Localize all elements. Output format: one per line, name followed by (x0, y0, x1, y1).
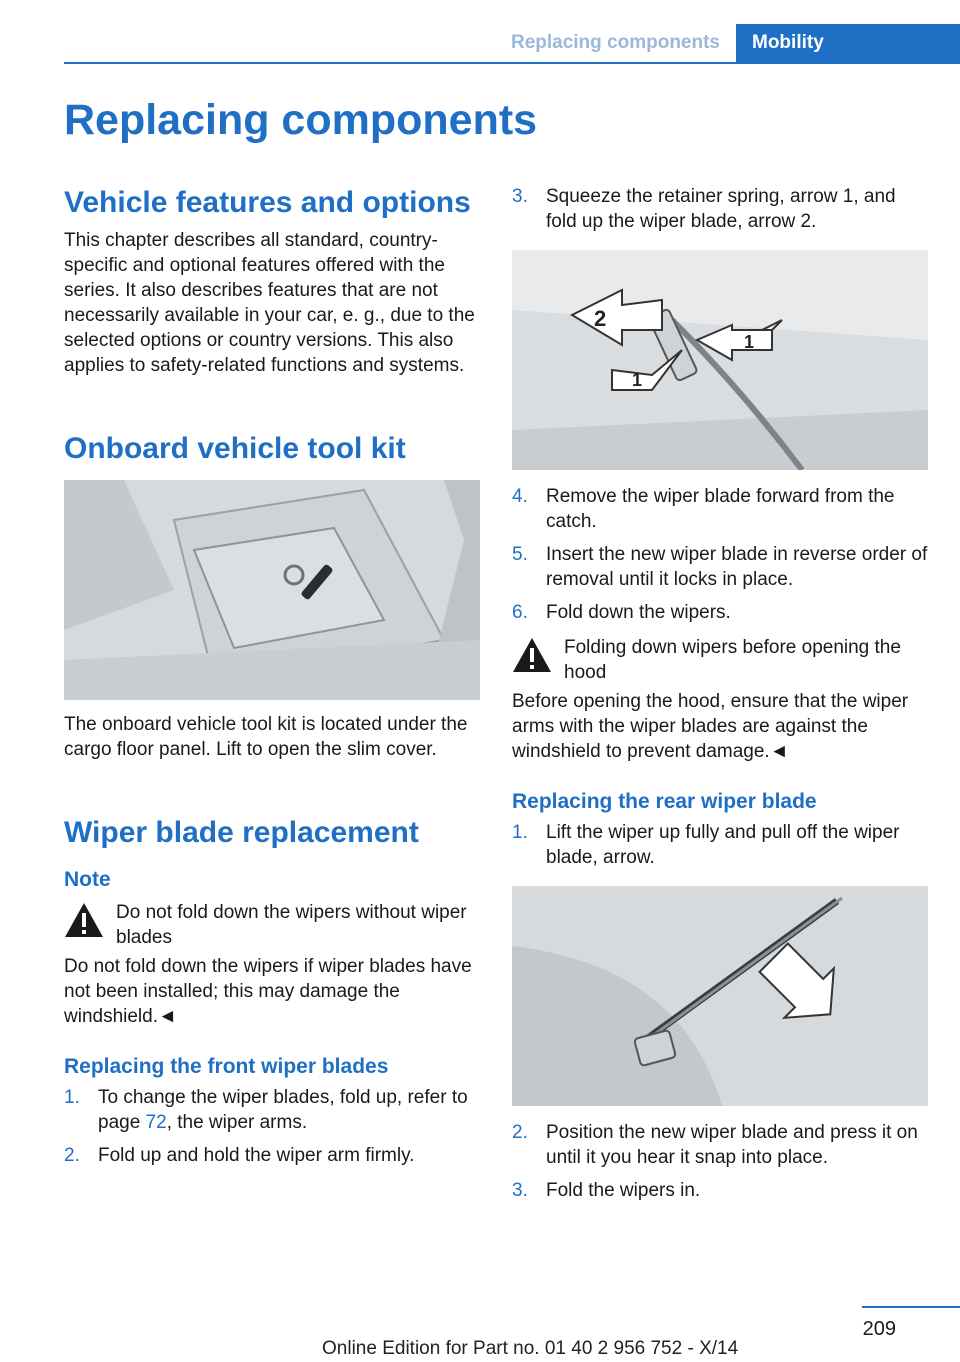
warning-icon (64, 902, 104, 938)
list-item (512, 1178, 928, 1203)
list-item (512, 1120, 928, 1170)
warning-box (64, 900, 480, 950)
warning-icon (512, 637, 552, 673)
rear-wiper-illustration (512, 886, 928, 1106)
features-text: This chapter describes all standard, country-specific and optional features offered with the series. It also describes features that are not necessarily available in your car, e. g., due to the selected options or country versions. This also applies to safety-related functions and systems. (64, 230, 475, 376)
step-number: 4. (512, 486, 528, 507)
rear-wiper-image (512, 886, 928, 1106)
step-text: Lift the wiper up fully and pull off the wiper blade, arrow. (546, 822, 900, 868)
list-item (512, 184, 928, 234)
list-item (512, 820, 928, 870)
step-number: 5. (512, 544, 528, 565)
step-number: 3. (512, 186, 528, 207)
wiper-front-image (512, 250, 928, 470)
rear-wiper-heading: Replacing the rear wiper blade (512, 790, 817, 813)
front-steps (64, 1085, 480, 1168)
list-item (64, 1085, 480, 1135)
edition-footer: Online Edition for Part no. 01 40 2 956 752 - X/14 (322, 1338, 739, 1359)
page-number: 209 (862, 1318, 896, 1340)
rear-steps (512, 820, 928, 870)
step-text: Position the new wiper blade and press it on until it you hear it snap into place. (546, 1122, 918, 1168)
front-steps-continued (512, 184, 928, 234)
page-link[interactable]: 72 (145, 1112, 167, 1133)
footer-rule (862, 1306, 960, 1308)
right-column (512, 184, 928, 1203)
warning-text: Before opening the hood, ensure that the wiper arms with the wiper blades are against the windshield to prevent damage.◄ (512, 691, 909, 762)
front-wiper-heading: Replacing the front wiper blades (64, 1055, 389, 1078)
step-number: 6. (512, 602, 528, 623)
step-text: Fold up and hold the wiper arm firmly. (98, 1145, 415, 1166)
list-item (512, 542, 928, 592)
front-wiper-illustration (512, 250, 928, 470)
step-text: Insert the new wiper blade in reverse order of removal until it locks in place. (546, 544, 928, 590)
step-text: Squeeze the retainer spring, arrow 1, and fold up the wiper blade, arrow 2. (546, 186, 896, 232)
warning-title: Folding down wipers before opening the hood (564, 637, 901, 683)
left-column (64, 184, 480, 1168)
arrow-label-1a: 1 (744, 332, 755, 352)
front-steps-continued-2 (512, 484, 928, 625)
step-text: Fold the wipers in. (546, 1180, 701, 1201)
step-text: Remove the wiper blade forward from the catch. (546, 486, 895, 532)
step-number: 2. (512, 1122, 528, 1143)
rear-steps-continued (512, 1120, 928, 1203)
warning-box (512, 635, 928, 685)
list-item (512, 600, 928, 625)
arrow-label-1b: 1 (632, 370, 643, 390)
step-text: To change the wiper blades, fold up, refer to page (98, 1087, 468, 1133)
step-number: 1. (512, 822, 528, 843)
chapter-tab: Mobility (736, 24, 960, 62)
arrow-label-2: 2 (594, 306, 607, 331)
features-heading: Vehicle features and options (64, 186, 471, 219)
step-number: 1. (64, 1087, 80, 1108)
page-header (64, 24, 960, 64)
wiper-heading: Wiper blade replacement (64, 816, 419, 849)
note-heading: Note (64, 868, 111, 891)
toolkit-text: The onboard vehicle tool kit is located under the cargo floor panel. Lift to open the slim cover. (64, 714, 468, 760)
toolkit-image (64, 480, 480, 700)
section-breadcrumb: Replacing components (510, 32, 720, 53)
step-text-end: , the wiper arms. (166, 1112, 308, 1133)
step-text: Fold down the wipers. (546, 602, 731, 623)
cargo-floor-illustration (64, 480, 480, 700)
warning-title: Do not fold down the wipers without wiper blades (116, 902, 467, 948)
toolkit-heading: Onboard vehicle tool kit (64, 432, 406, 465)
list-item (64, 1143, 480, 1168)
warning-text: Do not fold down the wipers if wiper blades have not been installed; this may damage the windshield.◄ (64, 956, 472, 1027)
page-title: Replacing components (64, 96, 538, 144)
step-number: 3. (512, 1180, 528, 1201)
step-number: 2. (64, 1145, 80, 1166)
list-item (512, 484, 928, 534)
